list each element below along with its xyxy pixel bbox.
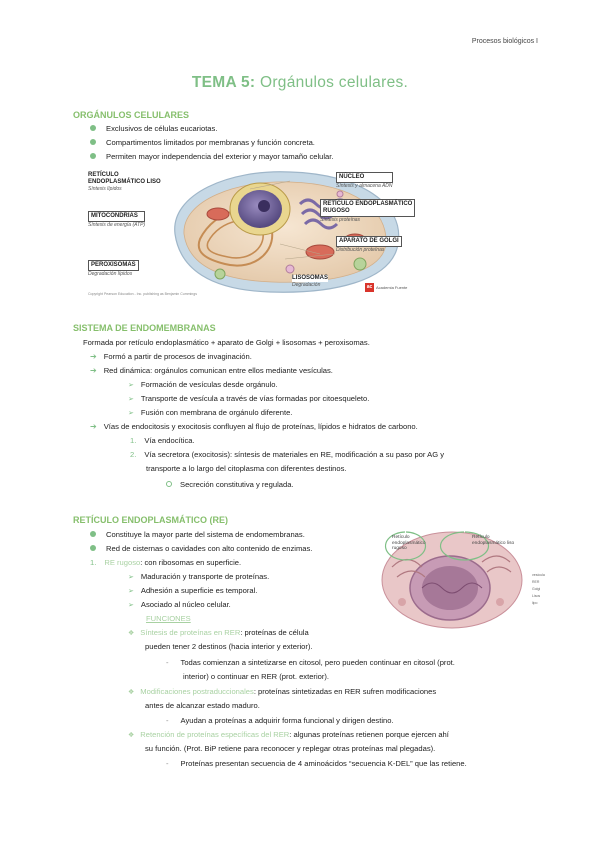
label-peroxisomas: PEROXISOMAS Degradación lípidos [88, 260, 139, 277]
label-nucleo: NÚCLEO Síntesis y almacena ADN [336, 174, 393, 189]
diamond-icon: ❖ [128, 732, 135, 739]
list-item-continuation: pueden tener 2 destinos (hacia interior y exterior). [145, 642, 313, 651]
bullet-icon [90, 125, 96, 131]
re-fig-label-left: Retículo endoplasmático rugoso [392, 535, 426, 551]
academy-logo-text: Academia Fuente [376, 285, 408, 290]
arrow-icon: ➔ [90, 352, 97, 361]
label-lisosomas: LISOSOMAS Degradación [292, 275, 329, 288]
list-item: Secreción constitutiva y regulada. [166, 480, 294, 490]
triangle-icon: ➢ [128, 574, 134, 581]
list-item: ➢ Transporte de vesícula a través de vías formadas por citoesqueleto. [128, 394, 370, 403]
list-item: ➔ Formó a partir de procesos de invaginación. [90, 352, 252, 361]
list-item-continuation: transporte a lo largo del citoplasma con diferentes destinos. [146, 464, 347, 473]
list-item: - Proteínas presentan secuencia de 4 aminoácidos “secuencia K-DEL” que las retiene. [166, 759, 467, 768]
section-heading-re: RETÍCULO ENDOPLASMÁTICO (RE) [73, 515, 228, 525]
dash-icon: - [166, 658, 169, 667]
dash-icon: - [166, 759, 169, 768]
list-item: ➢ Asociado al núcleo celular. [128, 600, 231, 609]
label-golgi: APARATO DE GOLGI Distribución proteínas [336, 236, 402, 253]
list-item: ❖ Síntesis de proteínas en RER: proteínas de célula [128, 628, 309, 637]
list-item-continuation: su función. (Prot. BiP retiene para reconocer y replegar otras proteínas mal plegadas). [145, 744, 436, 753]
bullet-icon [90, 139, 96, 145]
list-item: Compartimentos limitados por membranas y función concreta. [90, 138, 315, 148]
list-item: ➢ Formación de vesículas desde orgánulo. [128, 380, 278, 389]
diamond-icon: ❖ [128, 630, 135, 637]
list-item: 1. Vía endocítica. [130, 436, 195, 445]
triangle-icon: ➢ [128, 410, 134, 417]
section-heading-endomembranas: SISTEMA DE ENDOMEMBRANAS [73, 323, 216, 333]
bullet-icon [90, 545, 96, 551]
paragraph: Formada por retículo endoplasmático + aparato de Golgi + lisosomas + peroxisomas. [83, 338, 370, 347]
title-prefix: TEMA 5: [191, 74, 256, 91]
circle-bullet-icon [166, 481, 172, 487]
list-item: 2. Vía secretora (exocitosis): síntesis de materiales en RE, modificación a su paso por AG y [130, 450, 445, 459]
arrow-icon: ➔ [90, 366, 97, 375]
bullet-icon [90, 531, 96, 537]
dash-icon: - [166, 716, 169, 725]
academy-logo-icon: ac [366, 284, 373, 290]
list-item: Constituye la mayor parte del sistema de endomembranas. [90, 530, 305, 540]
re-fig-label-right: Retículo endoplasmático liso [472, 535, 515, 546]
page-title [0, 74, 600, 92]
label-mitocondrias: MITOCONDRIAS Síntesis de energía (ATP) [88, 213, 146, 228]
list-item: ❖ Modificaciones postraduccionales: proteínas sintetizadas en RER sufren modificaciones [128, 687, 437, 696]
label-rer: RETÍCULO ENDOPLASMÁTICO RUGOSO Síntesis proteínas [320, 199, 415, 223]
list-item: - Todas comienzan a sintetizarse en citosol, pero pueden continuar en citosol (prot. [166, 658, 455, 667]
label-re-liso: RETÍCULO ENDOPLASMÁTICO LISO Síntesis lípidos [88, 172, 161, 192]
list-item: ❖ Retención de proteínas específicas del RER: algunas proteínas retienen porque ejercen ahí [128, 730, 449, 739]
bullet-icon [90, 153, 96, 159]
triangle-icon: ➢ [128, 588, 134, 595]
re-fig-side-labels: vesícula RER Golgi Lisos lipo [532, 573, 545, 605]
diamond-icon: ❖ [128, 689, 135, 696]
list-item-continuation: antes de alcanzar estado maduro. [145, 701, 260, 710]
triangle-icon: ➢ [128, 382, 134, 389]
arrow-icon: ➔ [90, 422, 97, 431]
triangle-icon: ➢ [128, 602, 134, 609]
figure-credit: Copyright Pearson Education - Inc. publishing as Benjamin Cummings [88, 292, 197, 296]
list-item: ➢ Fusión con membrana de orgánulo diferente. [128, 408, 293, 417]
list-item: Red de cisternas o cavidades con alto contenido de enzimas. [90, 544, 312, 554]
triangle-icon: ➢ [128, 396, 134, 403]
academy-logo [365, 283, 407, 292]
list-item: ➢ Maduración y transporte de proteínas. [128, 572, 270, 581]
list-item: Permiten mayor independencia del exterior y mayor tamaño celular. [90, 152, 334, 162]
title-rest: Orgánulos celulares. [259, 74, 409, 91]
list-item: Exclusivos de células eucariotas. [90, 124, 217, 134]
list-item: ➔ Vías de endocitosis y exocitosis confluyen al flujo de proteínas, lípidos e hidratos de carbono. [90, 422, 418, 431]
list-item-continuation: interior) o continuar en RER (prot. exterior). [183, 672, 330, 681]
list-item: 1. RE rugoso: con ribosomas en superficie. [90, 558, 242, 567]
list-item: ➔ Red dinámica: orgánulos comunican entre ellos mediante vesículas. [90, 366, 333, 375]
section-heading-organulos: ORGÁNULOS CELULARES [73, 110, 190, 120]
running-header: Procesos biológicos I [471, 38, 538, 45]
list-item: ➢ Adhesión a superficie es temporal. [128, 586, 258, 595]
list-item: - Ayudan a proteínas a adquirir forma funcional y dirigen destino. [166, 716, 394, 725]
subheading-funciones: FUNCIONES [146, 614, 191, 623]
